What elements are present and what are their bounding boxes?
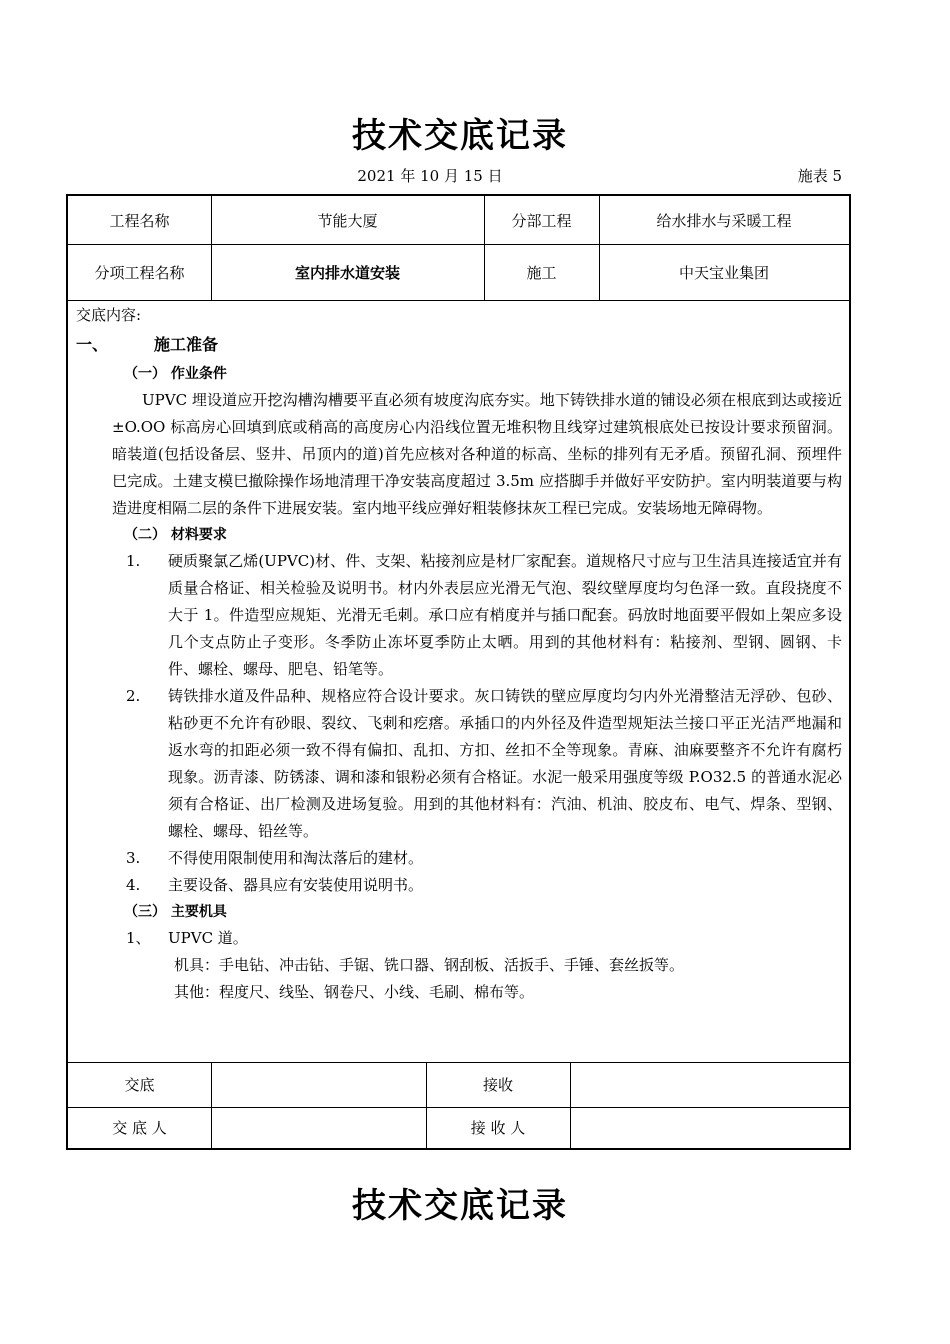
project-name-label: 工程名称 (109, 211, 170, 230)
list-item (76, 845, 842, 872)
subsection-heading: （一） 作业条件 (124, 366, 227, 382)
division-label: 分部工程 (511, 211, 572, 230)
division-value: 给水排水与采暖工程 (656, 211, 792, 230)
handover-person-label: 交 底 人 (112, 1119, 167, 1137)
handover-person-value (211, 1107, 426, 1148)
list-item (76, 925, 842, 952)
subitem-value: 室内排水道安装 (294, 263, 400, 282)
contractor-value: 中天宝业集团 (678, 263, 769, 282)
section-heading (76, 329, 842, 361)
handover-label: 交底 (124, 1076, 155, 1094)
receiver-person-value (570, 1107, 849, 1148)
list-item (76, 872, 842, 899)
handover-value (211, 1062, 426, 1107)
contractor-label: 施工 (526, 263, 557, 282)
briefing-content (76, 302, 842, 1006)
project-name-value: 节能大厦 (317, 211, 378, 230)
subsection-heading: （二） 材料要求 (124, 527, 227, 543)
subsection-heading: （三） 主要机具 (124, 904, 227, 920)
list-text: 硬质聚氯乙烯(UPVC)材、件、支架、粘接剂应是材厂家配套。道规格尺寸应与卫生洁具连接适宜并有质量合格证、相关检验及说明书。材内外表层应光滑无气泡、裂纹壁厚度均匀色泽一致。直段挠度不大于 1。件造型应规矩、光滑无毛刺。承口应有梢度并与插口配套。码放时地面要平假如上架应多设几个支点防止子变形。冬季防止冻坏夏季防止太晒。用到的其他材料有：粘接剂、型钢、圆钢、卡件、螺栓、螺母、肥皂、铅笔等。 (168, 552, 842, 678)
list-text: 铸铁排水道及件品种、规格应符合设计要求。灰口铸铁的壁应厚度均匀内外光滑整洁无浮砂、包砂、粘砂更不允许有砂眼、裂纹、飞刺和疙瘩。承插口的内外径及件造型规矩法兰接口平正光洁严地漏和返水弯的扣距必须一致不得有偏扣、乱扣、方扣、丝扣不全等现象。青麻、油麻要整齐不允许有腐朽现象。沥青漆、防锈漆、调和漆和银粉必须有合格证。水泥一般采用强度等级 P.O32.5 的普通水泥必须有合格证、出厂检测及进场复验。用到的其他材料有：汽油、机油、胶皮布、电气、焊条、型钢、螺栓、螺母、铅丝等。 (168, 687, 842, 840)
list-number: 2. (126, 687, 141, 705)
page-title: 技术交底记录 (352, 116, 568, 156)
page-title-repeat: 技术交底记录 (352, 1186, 568, 1226)
list-number: 3. (126, 849, 141, 867)
subitem-label: 分项工程名称 (94, 263, 185, 282)
list-text: 不得使用限制使用和淘汰落后的建材。 (168, 849, 424, 867)
list-number: 1、 (126, 929, 151, 947)
content-label: 交底内容: (76, 306, 142, 324)
record-date: 2021 年 10 月 15 日 (357, 167, 503, 185)
others-line: 其他：程度尺、线坠、钢卷尺、小线、毛刷、棉布等。 (174, 983, 535, 1001)
list-item (76, 683, 842, 845)
list-item (76, 548, 842, 683)
section-title: 施工准备 (154, 335, 219, 354)
list-number: 1. (126, 552, 141, 570)
list-text: 主要设备、器具应有安装使用说明书。 (168, 876, 424, 894)
tools-line: 机具：手电钻、冲击钻、手锯、铣口器、钢刮板、活扳手、手锤、套丝扳等。 (174, 956, 685, 974)
receiver-person-label: 接 收 人 (470, 1119, 526, 1137)
paragraph: UPVC 埋设道应开挖沟槽沟槽要平直必须有坡度沟底夯实。地下铸铁排水道的铺设必须在根底到达或接近±O.OO 标高房心回填到底或稍高的高度房心内沿线位置无堆积物且线穿过建筑根底处已按设计要求预留洞。暗装道(包括设备层、竖井、吊顶内的道)首先应核对各种道的标高、坐标的排列有无矛盾。预留孔洞、预埋件巳完成。土建支模巳撤除操作场地清理干净安装高度超过 3.5m 应搭脚手并做好平安防护。室内明装道要与构造进度相隔二层的条件下进展安装。室内地平线应弹好粗装修抹灰工程已完成。安装场地无障碍物。 (112, 391, 842, 517)
form-number: 施表 5 (797, 167, 842, 185)
section-number: 一、 (76, 335, 109, 354)
record-table (66, 194, 851, 1150)
list-number: 4. (126, 876, 141, 894)
list-text: UPVC 道。 (168, 929, 248, 947)
receive-value (570, 1062, 849, 1107)
receive-label: 接收 (482, 1076, 513, 1094)
table-rule (68, 300, 849, 301)
